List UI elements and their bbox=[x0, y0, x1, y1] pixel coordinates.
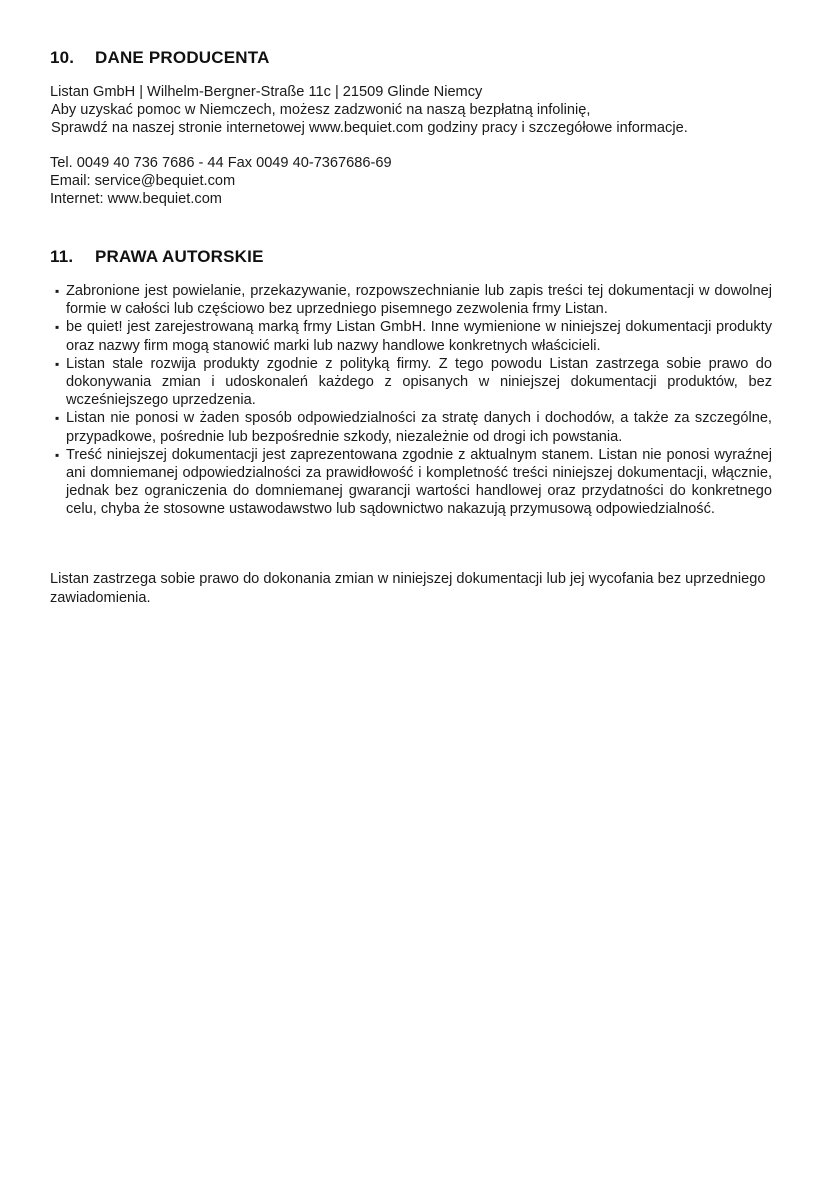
contact-info bbox=[50, 154, 772, 208]
list-item bbox=[50, 446, 772, 519]
bullet-icon: ▪ bbox=[55, 447, 60, 462]
section-10-title: DANE PRODUCENTA bbox=[95, 48, 270, 67]
list-item bbox=[50, 409, 772, 445]
bullet-icon: ▪ bbox=[55, 356, 60, 371]
producer-help-line: Aby uzyskać pomoc w Niemczech, możesz zadzwonić na naszą bezpłatną infolinię, bbox=[51, 102, 591, 118]
section-11-number: 11. bbox=[50, 247, 74, 266]
list-item-text: Treść niniejszej dokumentacji jest zaprezentowana zgodnie z aktualnym stanem. Listan nie ponosi wyraźnej ani domniemanej odpowiedzialności za prawidłowość i kompletność treści niniejszej dokumentacji, włącznie, jednak bez ograniczenia do domniemanej gwarancji wartości handlowej oraz przydatności do konkretnego celu, chyba że stosowne ustawodawstwo lub sądownictwo nakazują przymusową odpowiedzialność. bbox=[66, 446, 772, 518]
list-item-text: Listan stale rozwija produkty zgodnie z polityką firmy. Z tego powodu Listan zastrzega sobie prawo do dokonywania zmian i udoskonaleń każdego z opisanych w niniejszej dokumentacji produktów, bez wcześniejszego uprzedzenia. bbox=[66, 355, 772, 409]
section-11-title: PRAWA AUTORSKIE bbox=[95, 247, 264, 266]
list-item bbox=[50, 282, 772, 318]
copyright-list bbox=[50, 282, 772, 519]
list-item-text: Zabronione jest powielanie, przekazywanie, rozpowszechnianie lub zapis treści tej dokumentacji w dowolnej formie w całości lub częściowo bez uprzedniego pisemnego zezwolenia frmy Listan. bbox=[66, 283, 772, 318]
closing-paragraph: Listan zastrzega sobie prawo do dokonania zmian w niniejszej dokumentacji lub jej wycofania bez uprzedniego zawiadomienia. bbox=[50, 571, 766, 606]
section-10-heading bbox=[50, 48, 270, 68]
list-item bbox=[50, 355, 772, 410]
section-10-number: 10. bbox=[50, 48, 75, 67]
producer-info bbox=[50, 83, 772, 137]
section-11-heading bbox=[50, 247, 264, 267]
list-item bbox=[50, 318, 772, 354]
bullet-icon: ▪ bbox=[55, 411, 60, 426]
bullet-icon: ▪ bbox=[55, 320, 60, 335]
contact-internet: Internet: www.bequiet.com bbox=[50, 191, 222, 207]
contact-email: Email: service@bequiet.com bbox=[50, 173, 236, 189]
producer-address: Listan GmbH | Wilhelm-Bergner-Straße 11c | 21509 Glinde Niemcy bbox=[50, 84, 483, 100]
producer-website-line: Sprawdź na naszej stronie internetowej www.bequiet.com godziny pracy i szczegółowe informacje. bbox=[51, 120, 688, 136]
list-item-text: Listan nie ponosi w żaden sposób odpowiedzialności za stratę danych i dochodów, a także za szczególne, przypadkowe, pośrednie lub bezpośrednie szkody, niezależnie od drogi ich powstania. bbox=[66, 410, 772, 445]
bullet-icon: ▪ bbox=[55, 284, 60, 298]
list-item-text: be quiet! jest zarejestrowaną marką frmy Listan GmbH. Inne wymienione w niniejszej dokumentacji produkty oraz nazwy firm mogą stanowić marki lub nazwy handlowe konkretnych właścicieli. bbox=[66, 319, 772, 354]
contact-phone-fax: Tel. 0049 40 736 7686 - 44 Fax 0049 40-7367686-69 bbox=[50, 155, 392, 171]
